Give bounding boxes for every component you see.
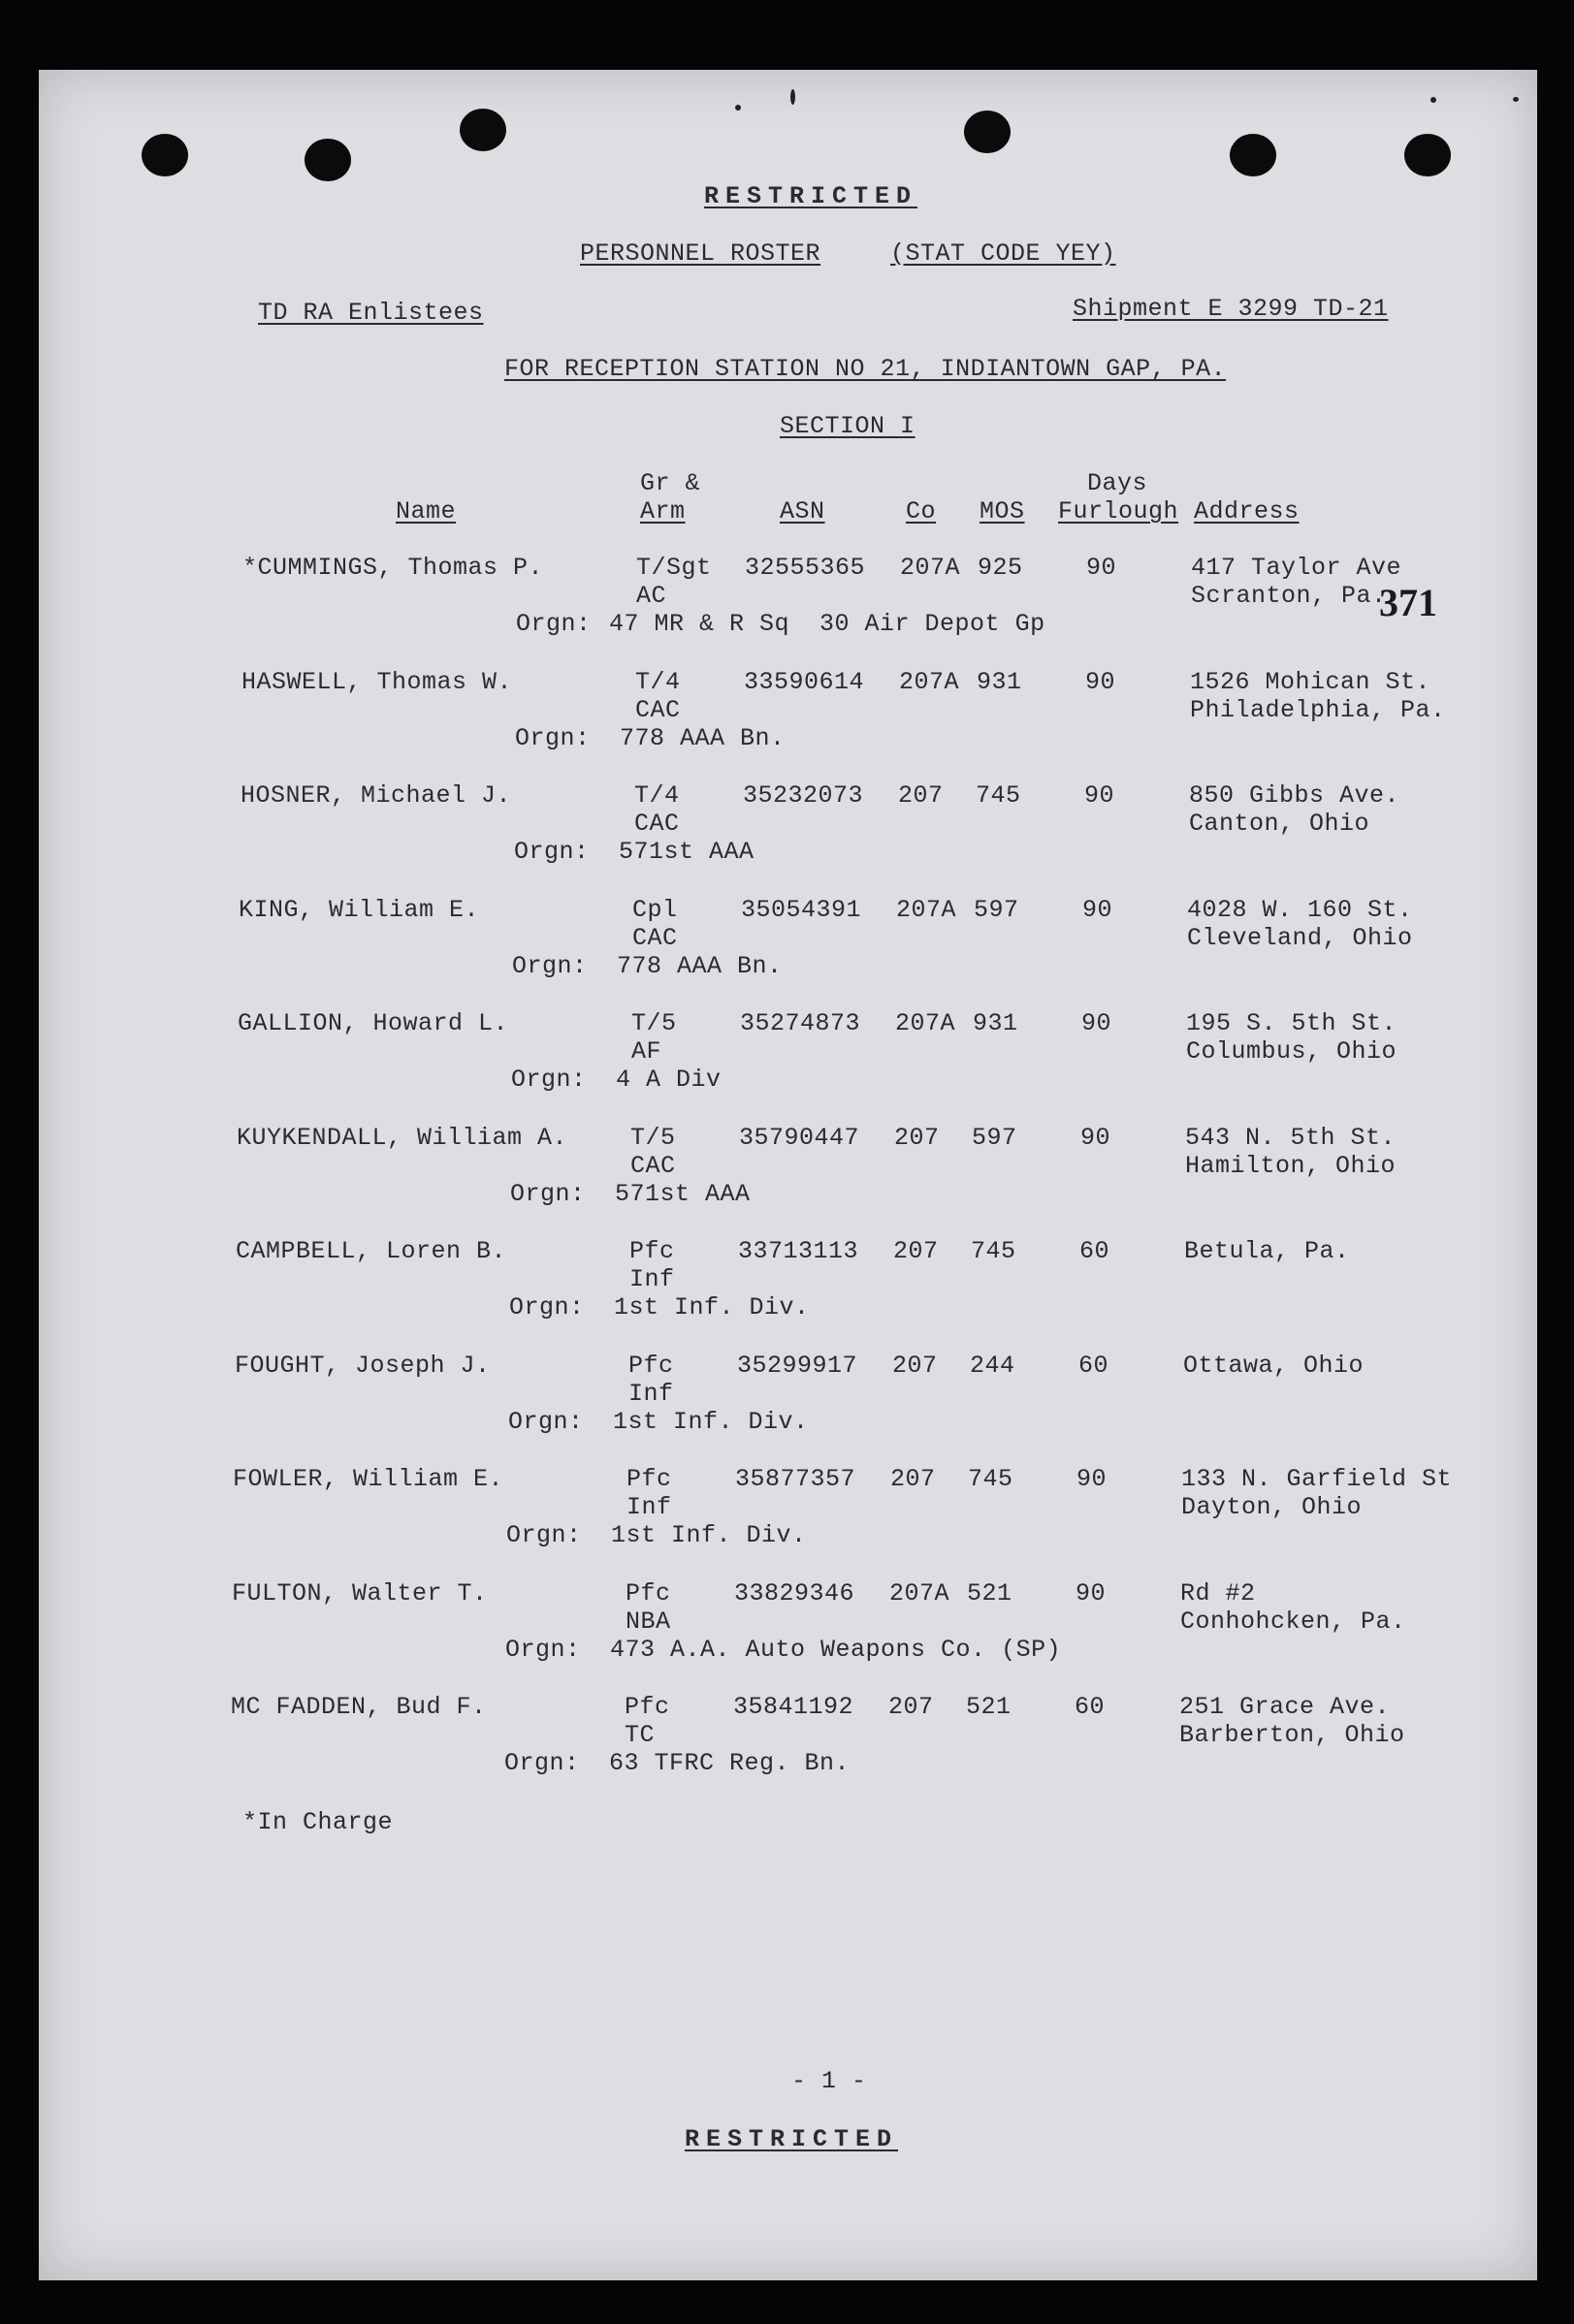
stat-code: (STAT CODE YEY) — [890, 239, 1116, 268]
entry-name: KING, William E. — [239, 895, 480, 924]
entry-grade: Cpl — [632, 895, 678, 924]
column-header-days: Days — [1087, 469, 1148, 497]
entry-address-line1: 133 N. Garfield St — [1181, 1465, 1453, 1493]
entry-arm: AF — [631, 1037, 662, 1066]
entry-name: GALLION, Howard L. — [238, 1009, 509, 1037]
entry-days: 90 — [1076, 1578, 1107, 1608]
column-header-arm: Arm — [640, 497, 686, 525]
entry-address-line1: 850 Gibbs Ave. — [1189, 781, 1400, 810]
orgn-label: Orgn: — [515, 723, 591, 752]
entry-days: 90 — [1085, 667, 1116, 696]
footnote: *In Charge — [242, 1808, 394, 1836]
punch-hole — [1230, 134, 1276, 176]
entry-arm: Inf — [626, 1493, 672, 1521]
entry-address-line2: Conhohcken, Pa. — [1180, 1607, 1406, 1636]
entry-grade: T/4 — [634, 781, 680, 810]
entry-address-line1: 1526 Mohican St. — [1190, 667, 1431, 696]
entry-mos: 931 — [977, 667, 1022, 696]
entry-days: 90 — [1080, 1123, 1111, 1152]
entry-name: CAMPBELL, Loren B. — [236, 1237, 507, 1265]
entry-company: 207A — [889, 1578, 950, 1608]
entry-mos: 521 — [967, 1578, 1012, 1608]
ink-speck — [790, 89, 795, 105]
entry-arm: Inf — [629, 1265, 675, 1293]
column-header-gr: Gr & — [640, 469, 701, 497]
entry-grade: Pfc — [625, 1693, 670, 1721]
entry-asn: 35054391 — [741, 895, 862, 924]
entry-address-line2: Barberton, Ohio — [1179, 1721, 1405, 1749]
column-header-furlough: Furlough — [1058, 497, 1179, 525]
shipment-label: Shipment E 3299 TD-21 — [1073, 295, 1389, 323]
column-header-asn: ASN — [780, 497, 825, 525]
entry-organization: 778 AAA Bn. — [620, 723, 786, 752]
entry-arm: Inf — [628, 1379, 674, 1408]
entry-days: 90 — [1084, 781, 1115, 810]
orgn-label: Orgn: — [512, 951, 588, 980]
entry-grade: T/Sgt — [636, 554, 712, 582]
entry-organization: 1st Inf. Div. — [614, 1293, 810, 1321]
punch-hole — [142, 134, 188, 176]
entry-grade: T/4 — [635, 667, 681, 696]
entry-arm: NBA — [626, 1607, 671, 1636]
entry-arm: CAC — [635, 695, 681, 724]
orgn-label: Orgn: — [510, 1179, 586, 1208]
section-heading: SECTION I — [780, 412, 915, 440]
entry-days: 90 — [1082, 895, 1113, 924]
entry-company: 207A — [895, 1009, 956, 1037]
entry-mos: 931 — [973, 1009, 1018, 1037]
entry-company: 207 — [890, 1465, 936, 1493]
page-number: - 1 - — [791, 2067, 867, 2095]
entry-name: MC FADDEN, Bud F. — [231, 1693, 487, 1721]
entry-arm: CAC — [634, 810, 680, 838]
orgn-label: Orgn: — [514, 838, 590, 866]
entry-days: 90 — [1081, 1009, 1112, 1037]
entry-organization: 778 AAA Bn. — [617, 951, 783, 980]
entry-arm: CAC — [632, 923, 678, 952]
column-header-mos: MOS — [980, 497, 1025, 525]
entry-organization: 473 A.A. Auto Weapons Co. (SP) — [610, 1635, 1062, 1664]
classification-header: RESTRICTED — [704, 182, 918, 210]
entry-asn: 33713113 — [738, 1237, 859, 1265]
ink-speck — [735, 105, 741, 111]
roster-title: PERSONNEL ROSTER — [580, 239, 821, 268]
entry-name: FULTON, Walter T. — [232, 1578, 488, 1608]
ink-speck — [1430, 97, 1436, 103]
entry-mos: 745 — [971, 1237, 1016, 1265]
entry-grade: T/5 — [631, 1009, 677, 1037]
orgn-label: Orgn: — [511, 1066, 587, 1094]
entry-company: 207 — [888, 1693, 934, 1721]
orgn-label: Orgn: — [516, 610, 592, 638]
entry-address-line1: 543 N. 5th St. — [1185, 1123, 1397, 1152]
entry-address-line1: 195 S. 5th St. — [1186, 1009, 1397, 1037]
orgn-label: Orgn: — [505, 1635, 581, 1664]
entry-name: *CUMMINGS, Thomas P. — [242, 554, 544, 582]
entry-asn: 35790447 — [739, 1123, 860, 1152]
entry-organization: 47 MR & R Sq 30 Air Depot Gp — [609, 610, 1045, 638]
entry-address-line1: 4028 W. 160 St. — [1187, 895, 1413, 924]
entry-company: 207 — [894, 1123, 940, 1152]
entry-address-line1: 417 Taylor Ave — [1191, 554, 1402, 582]
entry-grade: T/5 — [630, 1123, 676, 1152]
entry-company: 207 — [898, 781, 944, 810]
entry-grade: Pfc — [626, 1465, 672, 1493]
column-header-co: Co — [906, 497, 937, 525]
entry-grade: Pfc — [629, 1237, 675, 1265]
entry-organization: 571st AAA — [619, 838, 755, 866]
entry-company: 207A — [900, 554, 961, 582]
column-header-name: Name — [396, 497, 457, 525]
entry-asn: 33590614 — [744, 667, 865, 696]
orgn-label: Orgn: — [508, 1407, 584, 1436]
entry-organization: 1st Inf. Div. — [611, 1521, 807, 1549]
entry-address-line2: Hamilton, Ohio — [1185, 1151, 1397, 1180]
entry-asn: 35841192 — [733, 1693, 854, 1721]
entry-organization: 4 A Div — [616, 1066, 722, 1094]
entry-address-line2: Columbus, Ohio — [1186, 1037, 1397, 1066]
entry-asn: 32555365 — [745, 554, 866, 582]
entry-name: HASWELL, Thomas W. — [241, 667, 513, 696]
entry-days: 90 — [1076, 1465, 1108, 1493]
stamped-number: 371 — [1379, 581, 1437, 624]
entry-asn: 35299917 — [737, 1351, 858, 1380]
entry-name: HOSNER, Michael J. — [241, 781, 512, 810]
entry-days: 90 — [1086, 554, 1117, 582]
entry-address-line1: Ottawa, Ohio — [1183, 1351, 1365, 1380]
entry-mos: 521 — [966, 1693, 1012, 1721]
entry-grade: Pfc — [628, 1351, 674, 1380]
orgn-label: Orgn: — [509, 1293, 585, 1321]
entry-mos: 745 — [968, 1465, 1013, 1493]
entry-company: 207A — [899, 667, 960, 696]
entry-asn: 33829346 — [734, 1578, 855, 1608]
entry-days: 60 — [1075, 1693, 1106, 1721]
punch-hole — [964, 111, 1011, 153]
entry-mos: 244 — [970, 1351, 1015, 1380]
entry-days: 60 — [1079, 1237, 1110, 1265]
entry-mos: 597 — [972, 1123, 1017, 1152]
entry-organization: 63 TFRC Reg. Bn. — [609, 1749, 851, 1777]
orgn-label: Orgn: — [506, 1521, 582, 1549]
entry-company: 207A — [896, 895, 957, 924]
entry-name: KUYKENDALL, William A. — [237, 1123, 568, 1152]
entry-address-line1: Rd #2 — [1180, 1578, 1256, 1608]
entry-address-line2: Philadelphia, Pa. — [1190, 695, 1446, 724]
entry-grade: Pfc — [626, 1578, 671, 1608]
entry-address-line2: Dayton, Ohio — [1181, 1493, 1363, 1521]
entry-mos: 745 — [976, 781, 1021, 810]
punch-hole — [460, 109, 506, 151]
entry-arm: AC — [636, 582, 667, 610]
entry-mos: 597 — [974, 895, 1019, 924]
destination-line: FOR RECEPTION STATION NO 21, INDIANTOWN GAP, PA. — [504, 355, 1227, 383]
entry-address-line1: Betula, Pa. — [1184, 1237, 1350, 1265]
entry-address-line2: Canton, Ohio — [1189, 810, 1370, 838]
classification-footer: RESTRICTED — [685, 2125, 899, 2153]
ink-speck — [1513, 97, 1519, 102]
entry-address-line2: Scranton, Pa. — [1191, 582, 1387, 610]
entry-organization: 571st AAA — [615, 1179, 751, 1208]
punch-hole — [1404, 134, 1451, 176]
column-header-address: Address — [1194, 497, 1300, 525]
entry-arm: TC — [625, 1721, 656, 1749]
group-label: TD RA Enlistees — [258, 299, 484, 327]
entry-asn: 35232073 — [743, 781, 864, 810]
entry-arm: CAC — [630, 1151, 676, 1180]
entry-address-line1: 251 Grace Ave. — [1179, 1693, 1391, 1721]
entry-asn: 35274873 — [740, 1009, 861, 1037]
entry-company: 207 — [893, 1237, 939, 1265]
entry-name: FOUGHT, Joseph J. — [235, 1351, 491, 1380]
entry-address-line2: Cleveland, Ohio — [1187, 923, 1413, 952]
punch-hole — [305, 139, 351, 181]
entry-days: 60 — [1078, 1351, 1109, 1380]
entry-mos: 925 — [978, 554, 1023, 582]
orgn-label: Orgn: — [504, 1749, 580, 1777]
entry-company: 207 — [892, 1351, 938, 1380]
entry-asn: 35877357 — [735, 1465, 856, 1493]
entry-name: FOWLER, William E. — [233, 1465, 504, 1493]
entry-organization: 1st Inf. Div. — [613, 1407, 809, 1436]
